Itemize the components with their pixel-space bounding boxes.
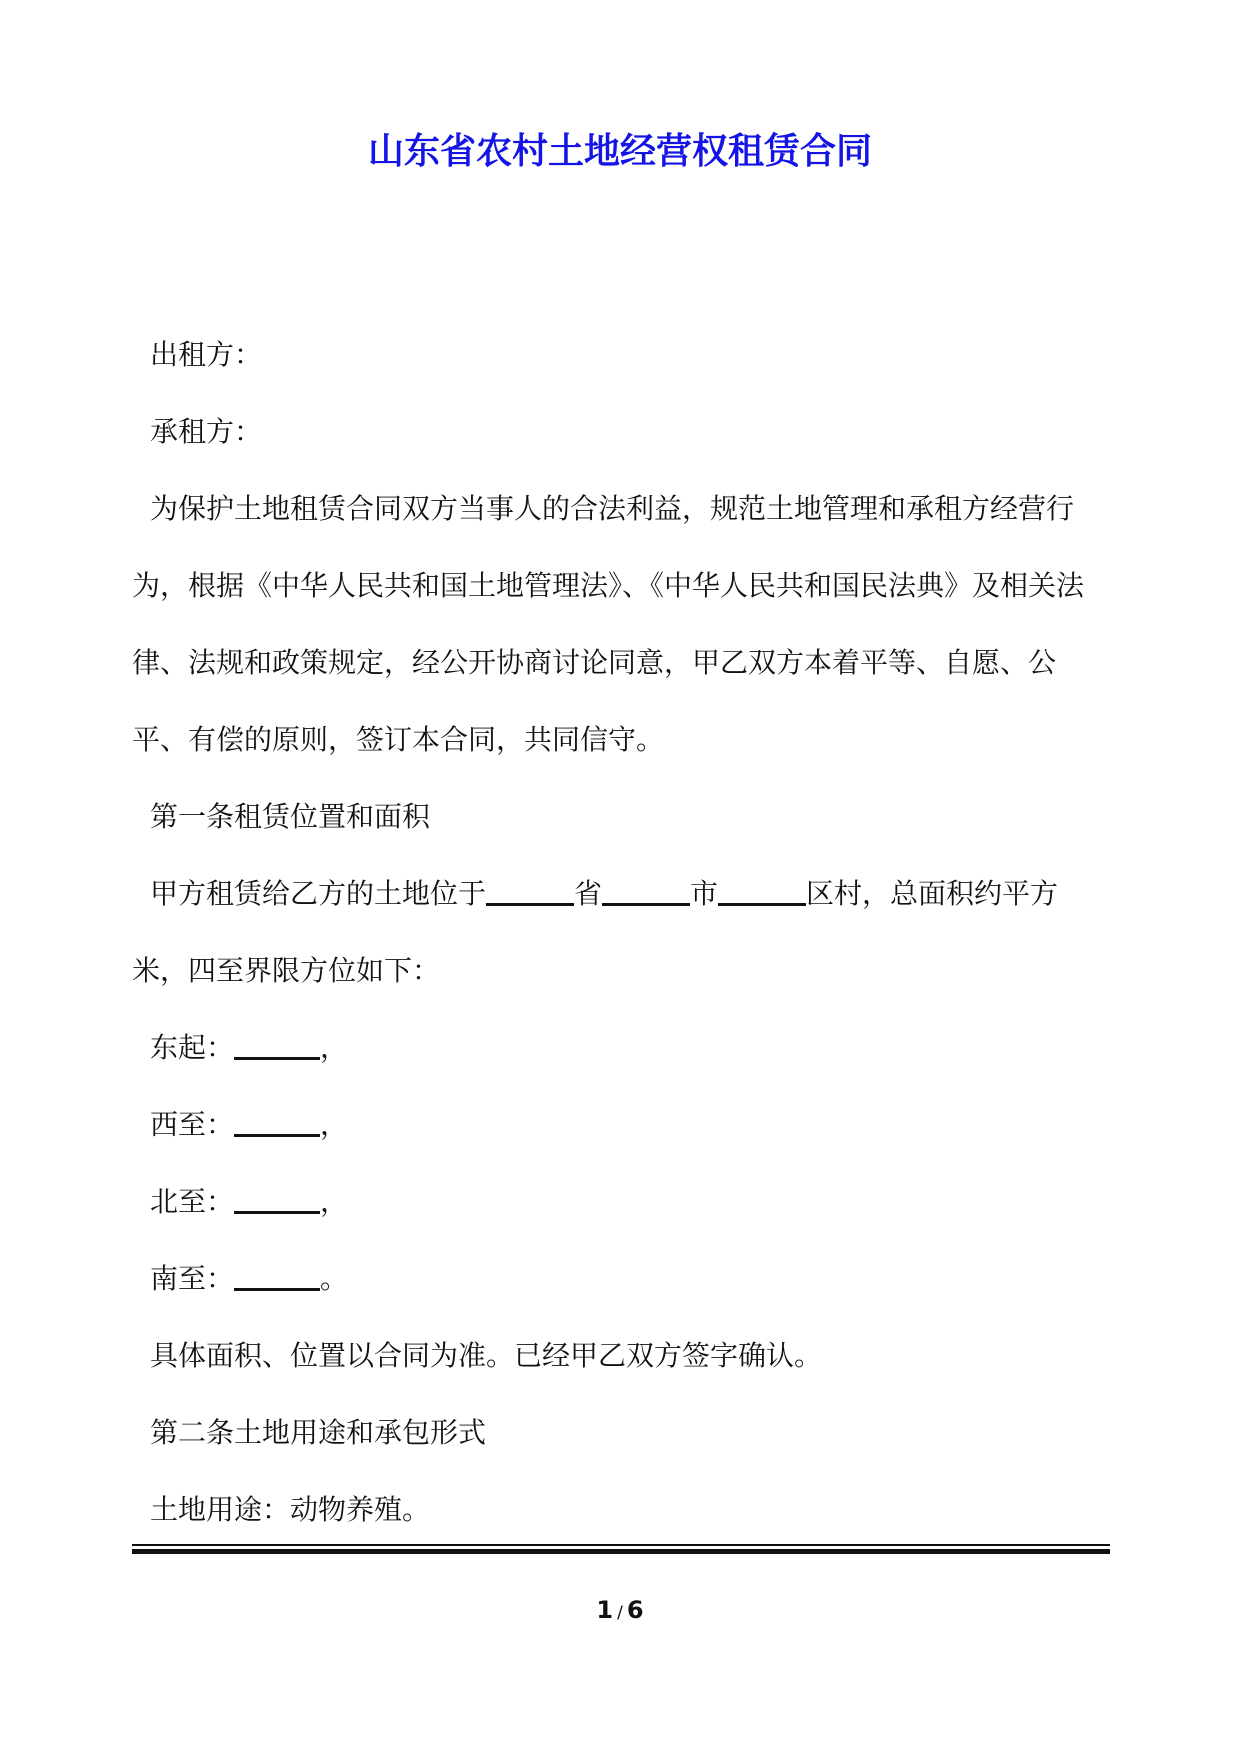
boundary-end: ， [320,1031,349,1064]
location-paragraph [132,855,1110,1009]
page-total: 6 [626,1596,644,1624]
boundary-end: 。 [320,1262,349,1295]
article-1-heading: 第一条租赁位置和面积 [150,800,431,833]
land-use-line: 土地用途：动物养殖。 [150,1493,431,1526]
location-suffix: 区村，总面积约平方米，四至界限方位如下： [132,877,1059,987]
boundary-label: 北至： [150,1185,235,1218]
boundary-end: ， [320,1108,349,1141]
preamble-paragraph: 为保护土地租赁合同双方当事人的合法利益，规范土地管理和承租方经营行为，根据《中华人民共和国土地管理法》、《中华人民共和国民法典》及相关法律、法规和政策规定，经公开协商讨论同意，甲乙双方本着平等、自愿、公平、有偿的原则，签订本合同，共同信守。 [132,492,1085,756]
lessor-line: 出租方： [150,338,263,371]
boundary-label: 东起： [150,1031,235,1064]
page-number [0,1593,1240,1630]
boundary-label: 南至： [150,1262,235,1295]
document-title: 山东省农村土地经营权租赁合同 [367,131,872,172]
page-current: 1 [596,1596,614,1624]
location-prefix: 甲方租赁给乙方的土地位于 [150,877,487,910]
district-blank[interactable] [718,873,806,906]
article-2-heading: 第二条土地用途和承包形式 [150,1416,487,1449]
area-confirm-line: 具体面积、位置以合同为准。已经甲乙双方签字确认。 [150,1339,823,1372]
boundary-label: 西至： [150,1108,235,1141]
lessee-line: 承租方： [150,415,263,448]
boundary-south [132,1240,1110,1317]
city-blank[interactable] [602,873,690,906]
footer-divider-thick [132,1549,1110,1554]
boundary-blank[interactable] [234,1027,320,1060]
boundary-blank[interactable] [234,1104,320,1137]
document-body [132,316,1110,1548]
boundary-end: ， [320,1185,349,1218]
page-separator: / [617,1603,623,1623]
boundary-west [132,1086,1110,1163]
boundary-east [132,1009,1110,1086]
boundary-blank[interactable] [234,1181,320,1214]
location-city: 市 [690,877,719,910]
province-blank[interactable] [486,873,574,906]
boundary-blank[interactable] [234,1258,320,1291]
footer-divider-thin [132,1544,1110,1546]
boundary-north [132,1163,1110,1240]
location-province: 省 [574,877,603,910]
